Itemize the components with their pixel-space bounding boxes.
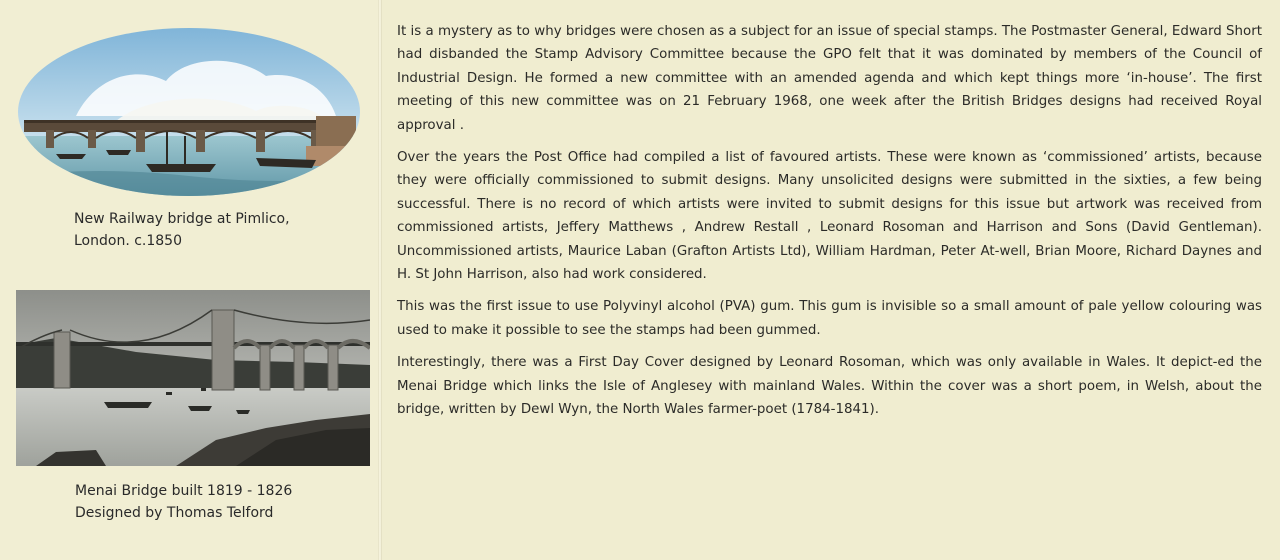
pimlico-caption — [74, 208, 364, 252]
paragraph: It is a mystery as to why bridges were chosen as a subject for an issue of special stamps. The Postmaster General, Edward Short had disbanded the Stamp Advisory Committee because the GPO felt that it was dominated by members of the Council of Industrial Design. He formed a new committee with an amended agenda and which kept things more ‘in-house’. The first meeting of this new committee was on 21 February 1968, one week after the British Bridges designs had received Royal approval . — [397, 24, 1262, 133]
left-panel — [0, 0, 378, 560]
caption-line: Designed by Thomas Telford — [75, 505, 274, 521]
caption-line: London. c.1850 — [74, 233, 182, 249]
paragraph: Interestingly, there was a First Day Cover designed by Leonard Rosoman, which was only available in Wales. It depict-ed the Menai Bridge which links the Isle of Anglesey with mainland Wales. Within the cover was a short poem, in Welsh, about the bridge, written by Dewl Wyn, the North Wales farmer-poet (1784-1841). — [397, 355, 1262, 418]
pimlico-bridge-illustration — [16, 26, 362, 198]
paragraph: Over the years the Post Office had compiled a list of favoured artists. These were known as ‘commissioned’ artists, because they were officially commissioned to submit designs. Many unsolicited designs were submitted in the sixties, a few being successful. There is no record of which artists were invited to submit designs for this issue but artwork was received from commissioned artists, Jeffery Matthews , Andrew Restall , Leonard Rosoman and Harrison and Sons (David Gentleman). Uncommissioned artists, Maurice Laban (Grafton Artists Ltd), William Hardman, Peter At-well, Brian Moore, Richard Daynes and H. St John Harrison, also had work considered. — [397, 150, 1262, 283]
paragraph: This was the first issue to use Polyvinyl alcohol (PVA) gum. This gum is invisible so a small amount of pale yellow colouring was used to make it possible to see the stamps had been gummed. — [397, 299, 1262, 338]
caption-line: Menai Bridge built 1819 - 1826 — [75, 483, 293, 499]
right-panel — [382, 0, 1280, 560]
menai-caption — [75, 480, 365, 524]
body-text — [397, 20, 1262, 431]
caption-line: New Railway bridge at Pimlico, — [74, 211, 290, 227]
menai-bridge-photo — [16, 290, 370, 466]
